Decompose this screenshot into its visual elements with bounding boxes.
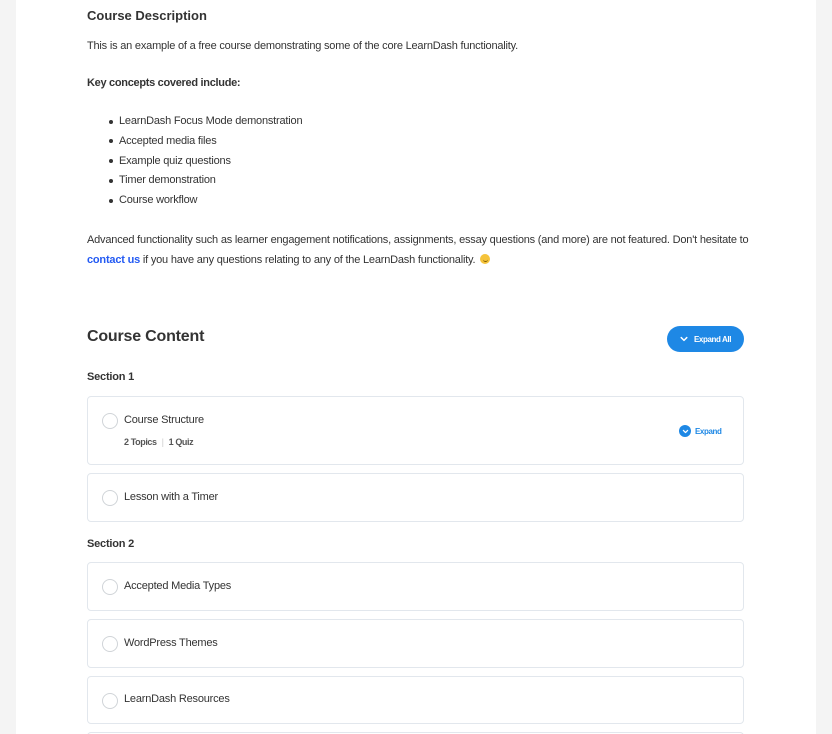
- topic-count: 2 Topics: [124, 437, 157, 447]
- lesson-meta: [124, 437, 193, 447]
- course-content-title: Course Content: [87, 328, 205, 345]
- lesson-accepted-media-types[interactable]: [87, 562, 744, 611]
- lesson-title[interactable]: Accepted Media Types: [124, 580, 232, 592]
- section-heading: Section 2: [87, 538, 135, 550]
- meta-divider: |: [161, 437, 164, 447]
- lesson-status-circle-icon: [102, 413, 118, 429]
- expand-all-button[interactable]: [667, 326, 744, 352]
- course-description-intro: This is an example of a free course demonstrating some of the core LearnDash functionality.: [87, 40, 518, 52]
- quiz-count: 1 Quiz: [168, 437, 194, 447]
- chevron-down-icon: [680, 335, 688, 343]
- advanced-text-before: Advanced functionality such as learner engagement notifications, assignments, essay questions (and more) are not featured. Don't hesitate to: [87, 234, 749, 246]
- lesson-title[interactable]: Course Structure: [124, 414, 204, 426]
- lesson-with-a-timer[interactable]: [87, 473, 744, 522]
- list-item: LearnDash Focus Mode demonstration: [119, 114, 302, 134]
- lesson-title[interactable]: LearnDash Resources: [124, 693, 230, 705]
- key-concepts-label: Key concepts covered include:: [87, 77, 241, 89]
- lesson-status-circle-icon: [102, 490, 118, 506]
- expand-lesson-button[interactable]: [679, 425, 722, 437]
- expand-all-label: Expand All: [693, 334, 732, 344]
- lesson-title[interactable]: Lesson with a Timer: [124, 491, 219, 503]
- lesson-status-circle-icon: [102, 579, 118, 595]
- page-card: [16, 0, 816, 734]
- section-heading: Section 1: [87, 371, 135, 383]
- list-item: Accepted media files: [119, 134, 302, 154]
- expand-label: Expand: [695, 426, 722, 436]
- list-item: Course workflow: [119, 193, 302, 213]
- concept-list: [87, 114, 302, 213]
- lesson-learndash-resources[interactable]: [87, 676, 744, 724]
- contact-us-link[interactable]: contact us: [87, 254, 141, 266]
- list-item: Example quiz questions: [119, 154, 302, 174]
- lesson-title[interactable]: WordPress Themes: [124, 637, 218, 649]
- advanced-text-after: if you have any questions relating to any of the LearnDash functionality.: [142, 254, 476, 266]
- lesson-status-circle-icon: [102, 693, 118, 709]
- list-item: Timer demonstration: [119, 173, 302, 193]
- advanced-functionality-text: [87, 230, 767, 270]
- chevron-down-icon: [679, 425, 691, 437]
- slightly-smiling-face-icon: [480, 254, 490, 264]
- lesson-status-circle-icon: [102, 636, 118, 652]
- lesson-course-structure[interactable]: [87, 396, 744, 465]
- course-description-title: Course Description: [87, 8, 207, 23]
- lesson-wordpress-themes[interactable]: [87, 619, 744, 668]
